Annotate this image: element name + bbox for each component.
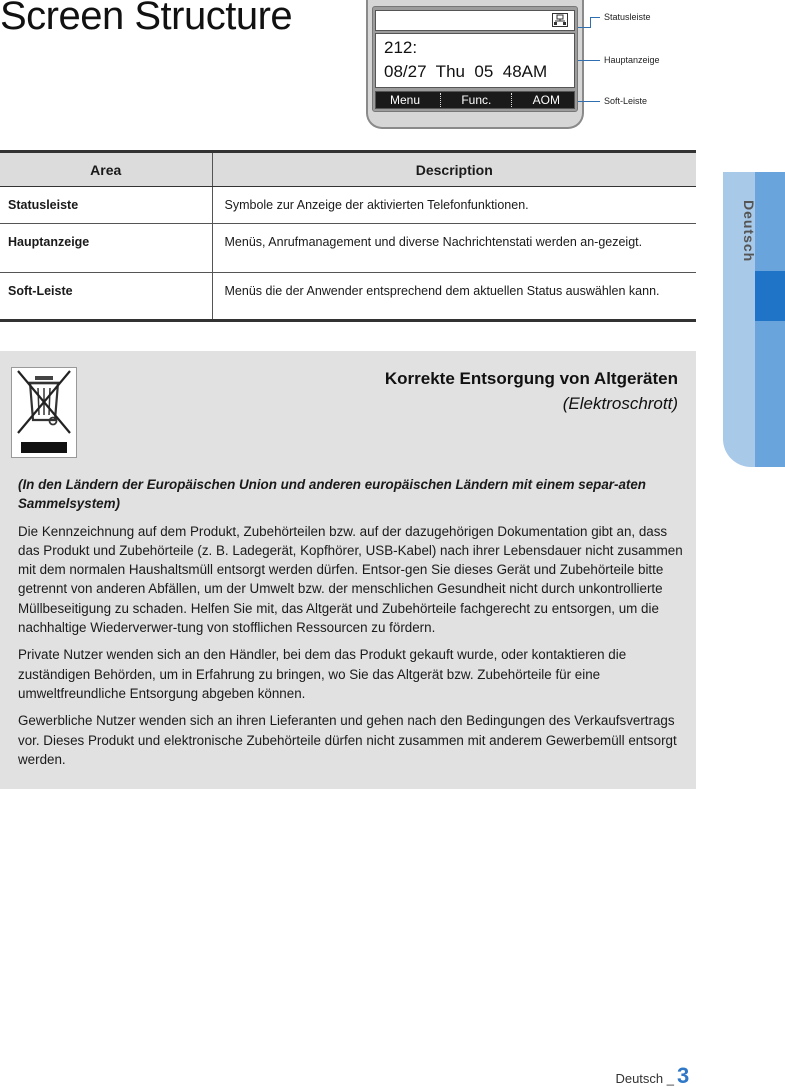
callout-line-softkey: [578, 101, 600, 102]
callout-line-status: [590, 17, 591, 28]
table-row: [0, 187, 696, 224]
table-header-row: [0, 152, 696, 187]
disposal-intro: (In den Ländern der Europäischen Union und anderen europäischen Ländern mit einem separ-aten Sammelsystem): [18, 477, 646, 512]
main-display-line-2: 08/27 Thu 05 48AM: [384, 62, 548, 81]
callout-line-status: [578, 27, 590, 28]
status-bar-area: [375, 10, 575, 31]
softkey-bar: [375, 91, 575, 109]
main-display-area: [375, 33, 575, 88]
main-display-line-1: 212:: [384, 38, 418, 57]
language-side-tab-marker: [755, 271, 785, 321]
callout-label-statusleiste: Statusleiste: [604, 12, 651, 22]
softkey-separator: [440, 93, 441, 107]
table-cell-area: Statusleiste: [0, 187, 212, 224]
disposal-paragraph: Gewerbliche Nutzer wenden sich an ihren Lieferanten und gehen nach den Bedingungen des Verkaufsvertrags vor. Dieses Produkt und elektronische Zubehörteile dürfen nicht zusammen mit anderem Gewerbemüll entsorgt werden.: [18, 713, 677, 767]
crossed-out-wheelie-bin-icon: [12, 368, 76, 457]
disposal-paragraph: Die Kennzeichnung auf dem Produkt, Zubehörteilen bzw. auf der dazugehörigen Dokumentation gibt an, dass das Produkt und Zubehörteile (z. B. Ladegerät, Kopfhörer, USB-Kabel) nach ihrer Lebensdauer nicht zusammen mit dem normalen Haushaltsmüll entsorgt werden dürfen. Entsor-gen Sie dieses Gerät und Zubehörteile bitte getrennt von anderen Abfällen, um der Umwelt bzw. der menschlichen Gesundheit nicht durch unkontrollierte Müllbeseitigung zu schaden. Helfen Sie mit, das Altgerät und Zubehörteile fachgerecht zu entsorgen, um die nachhaltige Wiederverwer-tung von stofflichen Ressourcen zu fördern.: [18, 523, 683, 636]
callout-line-status: [590, 17, 600, 18]
area-description-table: [0, 150, 696, 322]
page-title: Screen Structure: [0, 0, 293, 38]
crossed-out-wheelie-bin-icon: [11, 367, 77, 458]
softkey-menu: Menu: [390, 93, 421, 107]
callout-label-soft-leiste: Soft-Leiste: [604, 96, 648, 106]
network-icon: [552, 13, 568, 27]
table-cell-description: Menüs, Anrufmanagement und diverse Nachrichtenstati werden an-gezeigt.: [212, 224, 696, 273]
callout-label-hauptanzeige: Hauptanzeige: [604, 55, 660, 65]
table-row: [0, 224, 696, 273]
disposal-paragraph: Private Nutzer wenden sich an den Händler, bei dem das Produkt gekauft wurde, oder kontaktieren die zuständigen Behörden, um in Erfahrung zu bringen, wo Sie das Altgerät bzw. Zubehörteile für eine umweltfreundliche Entsorgung abgeben können.: [18, 647, 627, 701]
table-row: [0, 273, 696, 321]
table-header-area: Area: [0, 152, 212, 187]
table-cell-area: Hauptanzeige: [0, 224, 212, 273]
page-number: 3: [677, 1063, 690, 1087]
softkey-aom: AOM: [532, 93, 560, 107]
table-cell-description: Menüs die der Anwender entsprechend dem aktuellen Status auswählen kann.: [212, 273, 696, 321]
language-side-tab-label: Deutsch: [741, 200, 757, 263]
softkey-separator: [511, 93, 512, 107]
disposal-title: Korrekte Entsorgung von Altgeräten: [384, 369, 678, 388]
disposal-body: [18, 475, 686, 777]
table-cell-area: Soft-Leiste: [0, 273, 212, 321]
callout-line-main: [578, 60, 600, 61]
disposal-subtitle: (Elektroschrott): [562, 394, 678, 413]
table-cell-description: Symbole zur Anzeige der aktivierten Telefonfunktionen.: [212, 187, 696, 224]
table-header-description: Description: [212, 152, 696, 187]
softkey-func: Func.: [461, 93, 492, 107]
footer-language-label: Deutsch _: [615, 1071, 674, 1086]
